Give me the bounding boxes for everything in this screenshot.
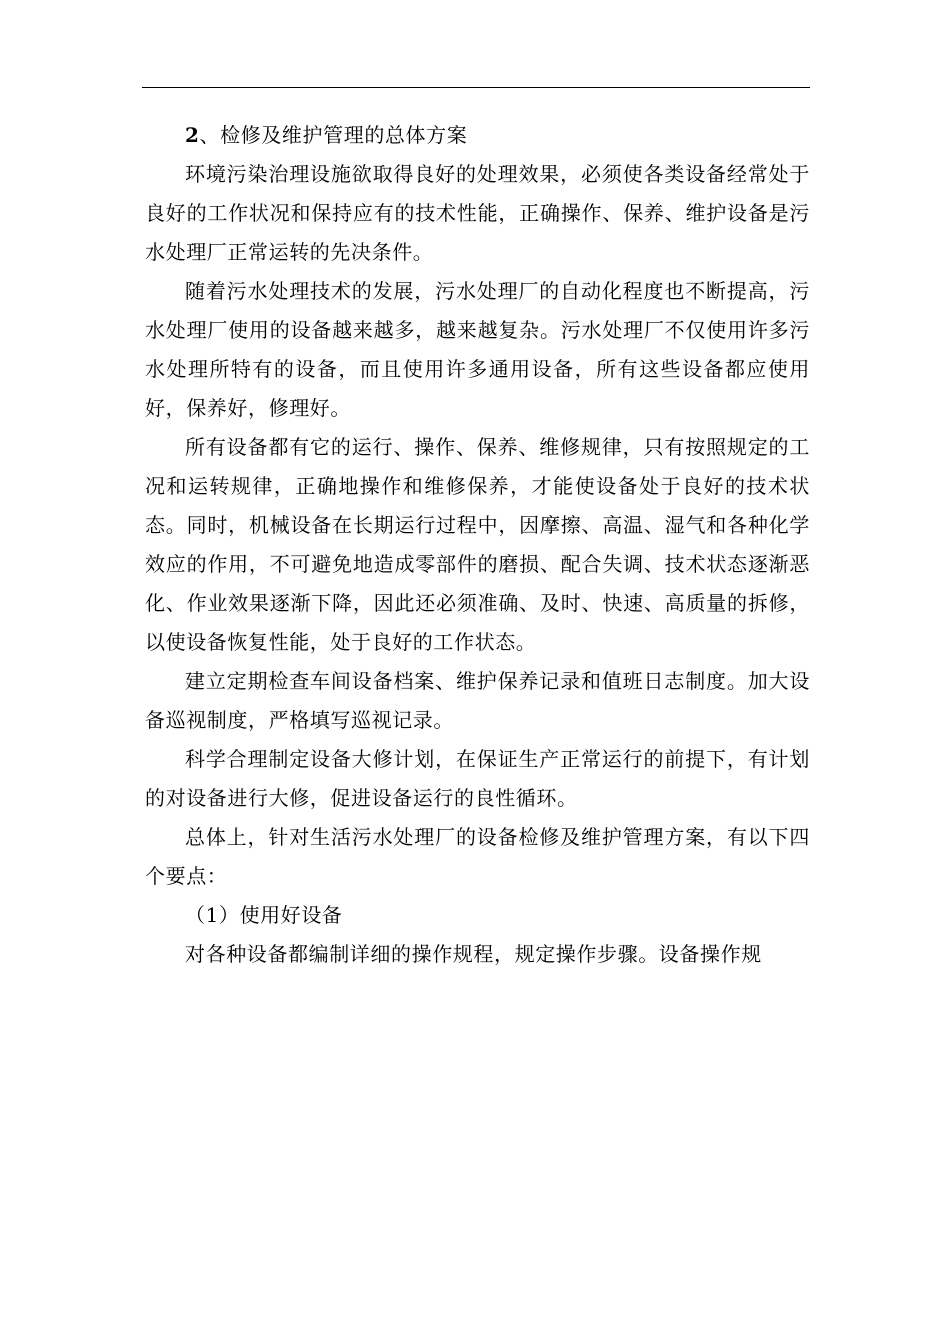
section-heading-title: 、检修及维护管理的总体方案 [199, 123, 468, 147]
paragraph-2: 随着污水处理技术的发展，污水处理厂的自动化程度也不断提高，污水处理厂使用的设备越来越多，越来越复杂。污水处理厂不仅使用许多污水处理所特有的设备，而且使用许多通用设备，所有这些设备都应使用好，保养好，修理好。 [145, 279, 810, 420]
section-heading-number: 2 [185, 123, 200, 147]
paragraph-7: 对各种设备都编制详细的操作规程，规定操作步骤。设备操作规 [185, 942, 762, 966]
section-heading [145, 116, 810, 155]
body-text [145, 116, 810, 974]
paragraph-1: 环境污染治理设施欲取得良好的处理效果，必须使各类设备经常处于良好的工作状况和保持应有的技术性能，正确操作、保养、维护设备是污水处理厂正常运转的先决条件。 [145, 162, 810, 264]
header-rule [142, 87, 810, 88]
paragraph-6: 总体上，针对生活污水处理厂的设备检修及维护管理方案，有以下四个要点： [145, 825, 810, 888]
paragraph-4: 建立定期检查车间设备档案、维护保养记录和值班日志制度。加大设备巡视制度，严格填写巡视记录。 [145, 669, 810, 732]
paragraph-3: 所有设备都有它的运行、操作、保养、维修规律，只有按照规定的工况和运转规律，正确地操作和维修保养，才能使设备处于良好的技术状态。同时，机械设备在长期运行过程中，因摩擦、高温、湿气和各种化学效应的作用，不可避免地造成零部件的磨损、配合失调、技术状态逐渐恶化、作业效果逐渐下降，因此还必须准确、及时、快速、高质量的拆修，以使设备恢复性能，处于良好的工作状态。 [145, 435, 810, 654]
paragraph-5: 科学合理制定设备大修计划，在保证生产正常运行的前提下，有计划的对设备进行大修，促进设备运行的良性循环。 [145, 747, 810, 810]
list-item-1: （1）使用好设备 [185, 903, 343, 927]
